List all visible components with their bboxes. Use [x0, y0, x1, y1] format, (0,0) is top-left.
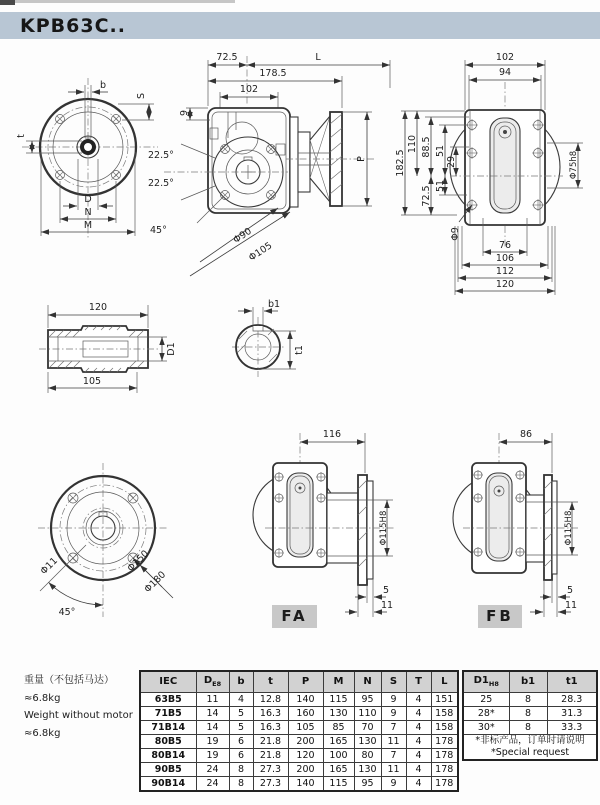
col-tt: T	[406, 671, 431, 693]
dim-9	[179, 108, 210, 120]
col-p: P	[288, 671, 323, 693]
table-row: 90B14 24 8 27.3 140 115 95 9 4 178	[140, 777, 458, 792]
shaft-body	[39, 326, 159, 372]
drawing-side-view	[140, 48, 410, 296]
drawing-rear-view	[395, 48, 600, 300]
fa-label-text: FA	[281, 607, 308, 625]
angle-label-22-5a: 22.5°	[148, 150, 174, 161]
dim-label-76: 76	[498, 240, 512, 251]
title-bar	[0, 12, 600, 39]
dim-label-102: 102	[495, 52, 515, 63]
special-request-note	[463, 735, 597, 761]
dim-45	[49, 582, 103, 618]
table-row: 80B5 19 6 21.8 200 165 130 11 4 178	[140, 735, 458, 749]
dim-120	[48, 302, 148, 328]
dim-label-11: 11	[381, 600, 394, 611]
table-row: 25 8 28.3	[463, 693, 597, 707]
dim-label-phi115h8: Φ115H8	[379, 510, 389, 546]
spec-table	[139, 670, 459, 792]
col-s: S	[381, 671, 406, 693]
note-row	[463, 735, 597, 761]
dim-label-72-5: 72.5	[216, 52, 238, 63]
note-en: *Special request	[490, 747, 570, 758]
dim-label-5: 5	[567, 585, 574, 596]
dim-label-phi9: Φ9	[450, 227, 461, 241]
dim-label-120: 120	[88, 302, 108, 313]
angle-label-22-5b: 22.5°	[148, 178, 174, 189]
scan-streak	[0, 0, 235, 3]
table-row: 30* 8 33.3	[463, 721, 597, 735]
table-row: 80B14 19 6 21.8 120 100 80 7 4 178	[140, 749, 458, 763]
dim-label-p: P	[356, 156, 367, 162]
dim-label-b1: b1	[268, 299, 281, 310]
dim-phi150-180	[125, 548, 173, 598]
dim-label-phi75h8: Φ75h8	[569, 150, 579, 180]
fa-version-label	[272, 605, 317, 628]
fb-label-text: FB	[486, 607, 514, 625]
drawing-keyway-section	[220, 295, 320, 407]
dim-label-86: 86	[519, 429, 533, 440]
dim-label-d: D	[84, 194, 92, 205]
dims-top	[208, 52, 390, 108]
dim-105	[48, 372, 137, 393]
dim-label-106: 106	[495, 253, 515, 264]
body	[453, 463, 537, 573]
dim-label-phi150: Φ150	[125, 548, 152, 575]
weight-note-en-value: ≈6.8kg	[24, 727, 61, 739]
col-t1: t1	[547, 671, 597, 693]
col-m: M	[323, 671, 354, 693]
dim-label-29: 29	[446, 155, 457, 169]
page-title: KPB63C..	[20, 15, 126, 37]
bore-header-row	[463, 671, 597, 693]
fb-version-label	[478, 605, 522, 628]
weight-note-cn: 重量（不包括马达）	[24, 675, 114, 686]
dims-left	[395, 111, 469, 215]
col-iec: IEC	[140, 671, 196, 693]
dims-5-11	[345, 579, 393, 617]
dim-label-phi105: Φ105	[246, 240, 275, 264]
dim-label-phi180: Φ180	[142, 569, 169, 596]
weight-note-en: Weight without motor	[24, 710, 133, 721]
dia-leaders	[190, 208, 290, 276]
col-b: b	[229, 671, 253, 693]
dim-label-phi115h8: Φ115H8	[564, 510, 574, 546]
dim-label-L: L	[315, 52, 321, 63]
body	[253, 463, 337, 567]
table-row: 71B5 14 5 16.3 160 130 110 9 4 158	[140, 707, 458, 721]
dim-label-5: 5	[383, 585, 390, 596]
col-n: N	[354, 671, 381, 693]
dim-label-phi11: Φ11	[38, 555, 61, 578]
col-d1: $D1_{H8}$	[463, 671, 509, 693]
angle-label-45: 45°	[150, 225, 167, 236]
table-row: 71B14 14 5 16.3 105 85 70 7 4 158	[140, 721, 458, 735]
section-body	[232, 317, 284, 377]
table-row: 63B5 11 4 12.8 140 115 95 9 4 151	[140, 693, 458, 707]
dim-label-182-5: 182.5	[395, 149, 406, 177]
dim-label-s: S	[136, 92, 147, 100]
dim-label-178-5: 178.5	[259, 68, 287, 79]
dim-label-m: M	[83, 220, 93, 231]
dim-label-51a: 51	[435, 144, 446, 158]
scan-mark	[0, 0, 15, 5]
drawing-fa-view	[235, 425, 420, 637]
dim-label-b: b	[100, 80, 107, 91]
spec-header-row	[140, 671, 458, 693]
table-row: 28* 8 31.3	[463, 707, 597, 721]
dim-label-88-5: 88.5	[421, 136, 432, 158]
dim-label-112: 112	[495, 266, 515, 277]
dim-label-t1: t1	[294, 345, 305, 355]
col-l: L	[431, 671, 458, 693]
dim-phi11	[38, 545, 86, 591]
weight-note	[24, 672, 149, 742]
dim-t1	[258, 331, 305, 369]
dim-phi75	[547, 143, 583, 188]
housing	[208, 108, 290, 213]
dim-b1	[238, 299, 280, 325]
dim-label-72-5: 72.5	[421, 185, 432, 207]
angle-label-45: 45°	[58, 607, 76, 618]
drawing-hollow-shaft	[25, 295, 215, 403]
col-b1: b1	[509, 671, 547, 693]
dim-label-94: 94	[498, 67, 512, 78]
table-row: 90B5 24 8 27.3 200 165 130 11 4 178	[140, 763, 458, 777]
dim-label-110: 110	[407, 134, 418, 154]
weight-note-cn-value: ≈6.8kg	[24, 692, 61, 704]
col-d: $D_{E8}$	[196, 671, 229, 693]
dim-label-n: N	[84, 207, 92, 218]
dim-label-116: 116	[322, 429, 342, 440]
dim-label-11: 11	[565, 600, 578, 611]
dim-label-120: 120	[495, 279, 515, 290]
dim-label-phi90: Φ90	[231, 225, 254, 246]
dim-label-51b: 51	[435, 179, 446, 193]
note-cn: *非标产品，订单时请说明	[475, 735, 585, 746]
drawing-output-flange	[10, 445, 210, 653]
dim-label-d1: D1	[166, 342, 177, 356]
dims-5-11	[530, 574, 577, 617]
col-t: t	[253, 671, 288, 693]
dim-label-102: 102	[239, 84, 259, 95]
dim-label-105: 105	[82, 376, 102, 387]
dim-label-t: t	[16, 134, 27, 138]
bore-table	[462, 670, 598, 761]
body	[450, 82, 563, 248]
dim-label-9: 9	[179, 109, 190, 117]
